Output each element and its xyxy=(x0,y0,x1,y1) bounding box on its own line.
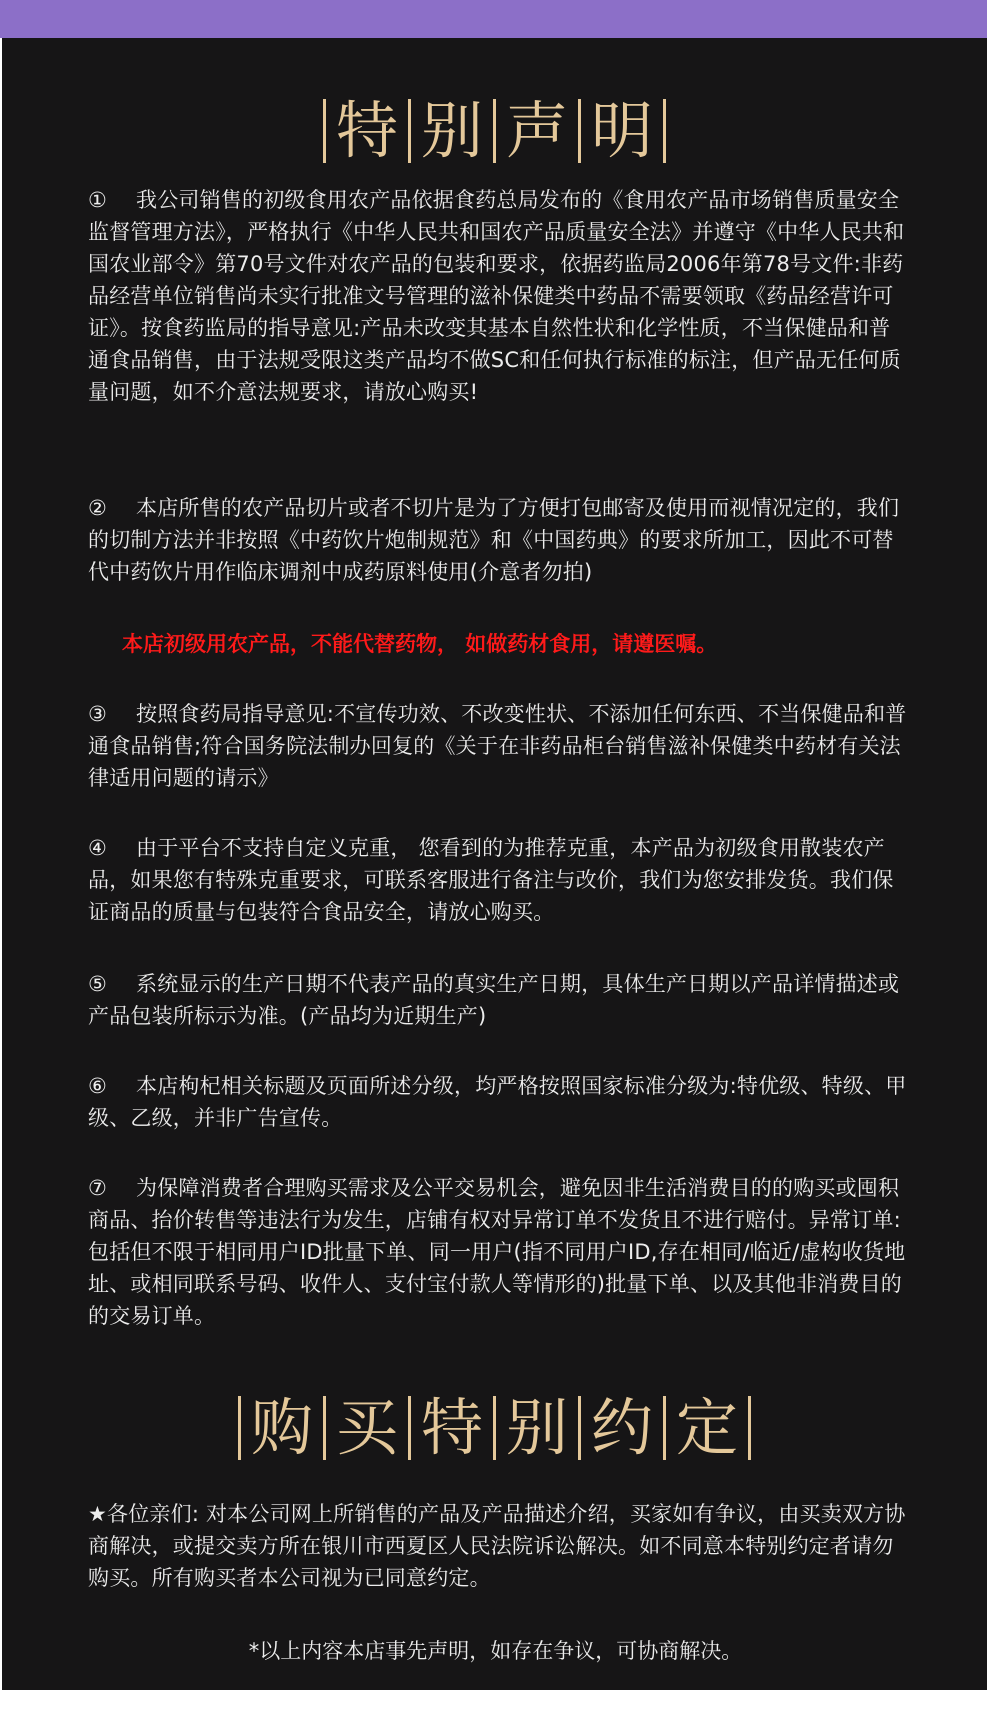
notice-text: 按照食药局指导意见:不宣传功效、不改变性状、不添加任何东西、不当保健品和普通食品销售;符合国务院法制办回复的《关于在非药品柜台销售滋补保健类中药材有关法律适用问题的请示》 xyxy=(88,702,907,790)
notice-text: 我公司销售的初级食用农产品依据食药总局发布的《食用农产品市场销售质量安全监督管理方法》，严格执行《中华人民共和国农产品质量安全法》并遵守《中华人民共和国农业部令》第70号文件对农产品的包装和要求，依据药监局2006年第78号文件:非药品经营单位销售尚未实行批准文号管理的滋补保健类中药品不需要领取《药品经营许可证》。按食药监局的指导意见:产品未改变其基本自然性状和化学性质，不当保健品和普通食品销售，由于法规受限这类产品均不做SC和任何执行标准的标注，但产品无任何质量问题，如不介意法规要求，请放心购买! xyxy=(88,188,905,404)
notice-number: ⑥ xyxy=(88,1074,108,1098)
notice-2 xyxy=(88,492,908,588)
heading-char: 特 xyxy=(420,1391,483,1464)
statement-panel xyxy=(2,38,987,1690)
notice-5 xyxy=(88,968,908,1032)
heading-char: 买 xyxy=(335,1391,398,1464)
heading-char: 特 xyxy=(335,94,398,167)
special-statement-heading xyxy=(2,96,987,166)
heading-char: 约 xyxy=(591,1391,654,1464)
heading-divider xyxy=(748,1396,751,1460)
heading-divider xyxy=(663,99,666,163)
notice-text: 系统显示的生产日期不代表产品的真实生产日期，具体生产日期以产品详情描述或产品包装所标示为准。(产品均为近期生产) xyxy=(88,972,900,1028)
notice-text: 由于平台不支持自定义克重， 您看到的为推荐克重，本产品为初级食用散装农产品，如果您有特殊克重要求，可联系客服进行备注与改价，我们为您安排发货。我们保证商品的质量与包装符合食品安全，请放心购买。 xyxy=(88,836,894,924)
notice-text: 本店枸杞相关标题及页面所述分级，均严格按照国家标准分级为:特优级、特级、甲级、乙级，并非广告宣传。 xyxy=(88,1074,907,1130)
purchase-agreement-heading xyxy=(2,1393,987,1463)
heading-char: 购 xyxy=(250,1391,313,1464)
heading-char: 别 xyxy=(506,1391,569,1464)
heading-char: 定 xyxy=(676,1391,739,1464)
notice-number: ① xyxy=(88,188,108,212)
heading-char: 别 xyxy=(420,94,483,167)
notice-1 xyxy=(88,184,908,408)
footnote: *以上内容本店事先声明，如存在争议，可协商解决。 xyxy=(248,1639,743,1663)
notice-text: 本店所售的农产品切片或者不切片是为了方便打包邮寄及使用而视情况定的，我们的切制方法并非按照《中药饮片炮制规范》和《中国药典》的要求所加工，因此不可替代中药饮片用作临床调剂中成药原料使用(介意者勿拍) xyxy=(88,496,900,584)
notice-7 xyxy=(88,1172,908,1332)
agreement-text: ★各位亲们: 对本公司网上所销售的产品及产品描述介绍，买家如有争议，由买卖双方协商解决，或提交卖方所在银川市西夏区人民法院诉讼解决。如不同意本特别约定者请勿购买。所有购买者本公司视为已同意约定。 xyxy=(88,1502,906,1590)
heading-char: 明 xyxy=(591,94,654,167)
notice-number: ④ xyxy=(88,836,108,860)
notice-3 xyxy=(88,698,908,794)
notice-6 xyxy=(88,1070,908,1134)
notice-number: ② xyxy=(88,496,108,520)
notice-text: 为保障消费者合理购买需求及公平交易机会，避免因非生活消费目的的购买或囤积商品、抬价转售等违法行为发生，店铺有权对异常订单不发货且不进行赔付。异常订单: 包括但不限于相同用户ID批量下单、同一用户(指不同用户ID,存在相同/临近/虚构收货地址、或相同联系号码、收件人、支付宝付款人等情形的)批量下单、以及其他非消费目的的交易订单。 xyxy=(88,1176,906,1328)
notice-number: ⑤ xyxy=(88,972,108,996)
notice-4 xyxy=(88,832,908,928)
notice-number: ③ xyxy=(88,702,108,726)
medical-warning: 本店初级用农产品，不能代替药物， 如做药材食用，请遵医嘱。 xyxy=(122,632,718,656)
top-color-bar xyxy=(0,0,987,38)
heading-char: 声 xyxy=(506,94,569,167)
notice-number: ⑦ xyxy=(88,1176,108,1200)
